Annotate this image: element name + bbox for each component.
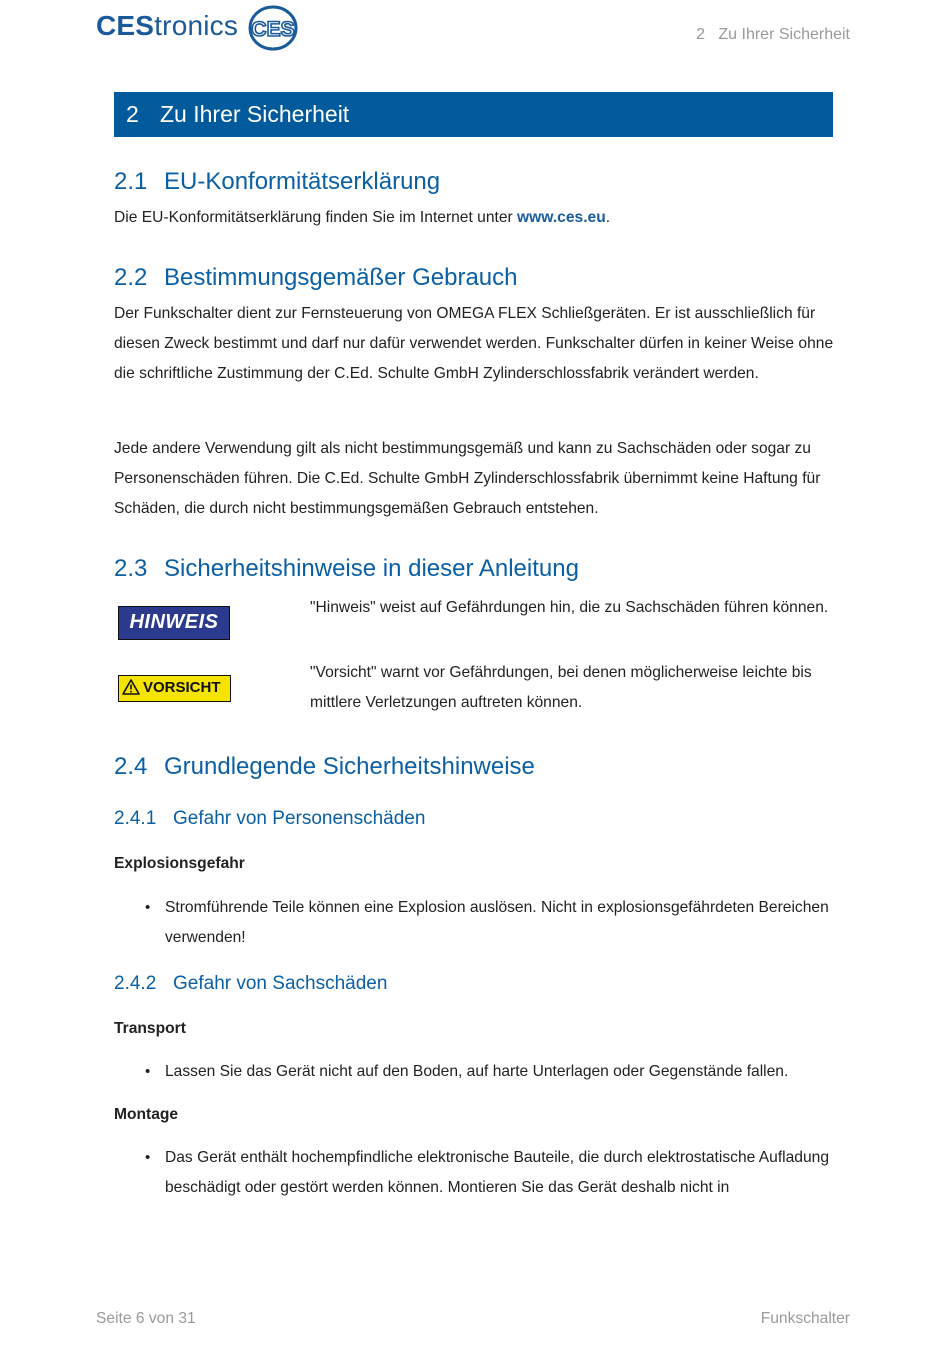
section-number: 2.3: [114, 555, 148, 582]
paragraph-misuse: Jede andere Verwendung gilt als nicht bestimmungsgemäß und kann zu Sachschäden oder sogar zu Personenschäden führen. Die C.Ed. Schulte GmbH Zylinderschlossfabrik übernimmt keine Haftung für Schäden, die durch nicht bestimmungsgemäßen Gebrauch entstehen.: [114, 440, 821, 517]
section-title: Bestimmungsgemäßer Gebrauch: [164, 264, 518, 291]
hinweis-description: "Hinweis" weist auf Gefährdungen hin, die zu Sachschäden führen können.: [310, 599, 829, 616]
section-number: 2.1: [114, 168, 148, 195]
subsection-heading-2-4-1: [114, 808, 425, 830]
paragraph-conformity: [114, 203, 836, 233]
section-number: 2.2: [114, 264, 148, 291]
label-explosion-hazard: Explosionsgefahr: [114, 855, 245, 872]
section-heading-2-1: [114, 168, 440, 196]
label-montage: Montage: [114, 1106, 179, 1123]
logo-wordmark: [96, 10, 238, 42]
bullet-icon: •: [145, 899, 151, 916]
chapter-title: Zu Ihrer Sicherheit: [160, 101, 350, 127]
chapter-title-bar: [114, 92, 833, 137]
label-transport: Transport: [114, 1020, 186, 1037]
logo-wordmark-bold: CES: [96, 10, 155, 41]
section-number: 2.4: [114, 753, 148, 780]
section-title: Grundlegende Sicherheitshinweise: [164, 753, 535, 780]
warning-triangle-icon: [122, 679, 140, 695]
paragraph-intended-use: Der Funkschalter dient zur Fernsteuerung von OMEGA FLEX Schließgeräten. Er ist ausschließlich für diesen Zweck bestimmt und darf nur dafür verwendet werden. Funkschalter dürfen in keiner Weise ohne die schriftliche Zustimmung der C.Ed. Schulte GmbH Zylinderschlossfabrik verändert werden.: [114, 305, 834, 382]
list-item: [145, 1057, 835, 1087]
list-item: [145, 893, 835, 953]
vorsicht-description: "Vorsicht" warnt vor Gefährdungen, bei denen möglicherweise leichte bis mittlere Verletzungen auftreten können.: [310, 664, 812, 711]
list-item: [145, 1143, 835, 1203]
footer-product-name: Funkschalter: [760, 1310, 850, 1327]
ces-logo-icon: [248, 5, 298, 51]
paragraph-text-end: .: [605, 209, 611, 226]
website-link[interactable]: www.ces.eu: [517, 209, 606, 226]
list-item-text: Das Gerät enthält hochempfindliche elektronische Bauteile, die durch elektrostatische Aufladung beschädigt oder gestört werden können. Montieren Sie das Gerät deshalb nicht in: [165, 1149, 829, 1196]
section-heading-2-2: [114, 264, 517, 292]
section-title: EU-Konformitätserklärung: [164, 168, 441, 195]
subsection-number: 2.4.2: [114, 973, 157, 994]
bullet-icon: •: [145, 1063, 151, 1080]
vorsicht-label-text: VORSICHT: [143, 679, 221, 696]
chapter-number: 2: [126, 101, 139, 127]
paragraph-text: Die EU-Konformitätserklärung finden Sie im Internet unter: [114, 209, 518, 226]
logo-emblem-text: CES: [251, 18, 295, 41]
hinweis-signal-label: HINWEIS: [118, 606, 230, 640]
subsection-number: 2.4.1: [114, 808, 157, 829]
section-heading-2-3: [114, 555, 579, 583]
bullet-icon: •: [145, 1149, 151, 1166]
list-item-text: Lassen Sie das Gerät nicht auf den Boden, auf harte Unterlagen oder Gegenstände fallen.: [165, 1063, 789, 1080]
list-item-text: Stromführende Teile können eine Explosion auslösen. Nicht in explosionsgefährdeten Bereichen verwenden!: [165, 899, 829, 946]
subsection-title: Gefahr von Personenschäden: [173, 808, 426, 829]
section-title: Sicherheitshinweise in dieser Anleitung: [164, 555, 579, 582]
vorsicht-signal-label: [118, 675, 231, 702]
logo-wordmark-regular: tronics: [154, 10, 239, 41]
section-heading-2-4: [114, 753, 535, 781]
page-number: Seite 6 von 31: [96, 1310, 196, 1327]
subsection-title: Gefahr von Sachschäden: [173, 973, 388, 994]
subsection-heading-2-4-2: [114, 973, 387, 995]
running-header-section: 2 Zu Ihrer Sicherheit: [696, 26, 850, 43]
